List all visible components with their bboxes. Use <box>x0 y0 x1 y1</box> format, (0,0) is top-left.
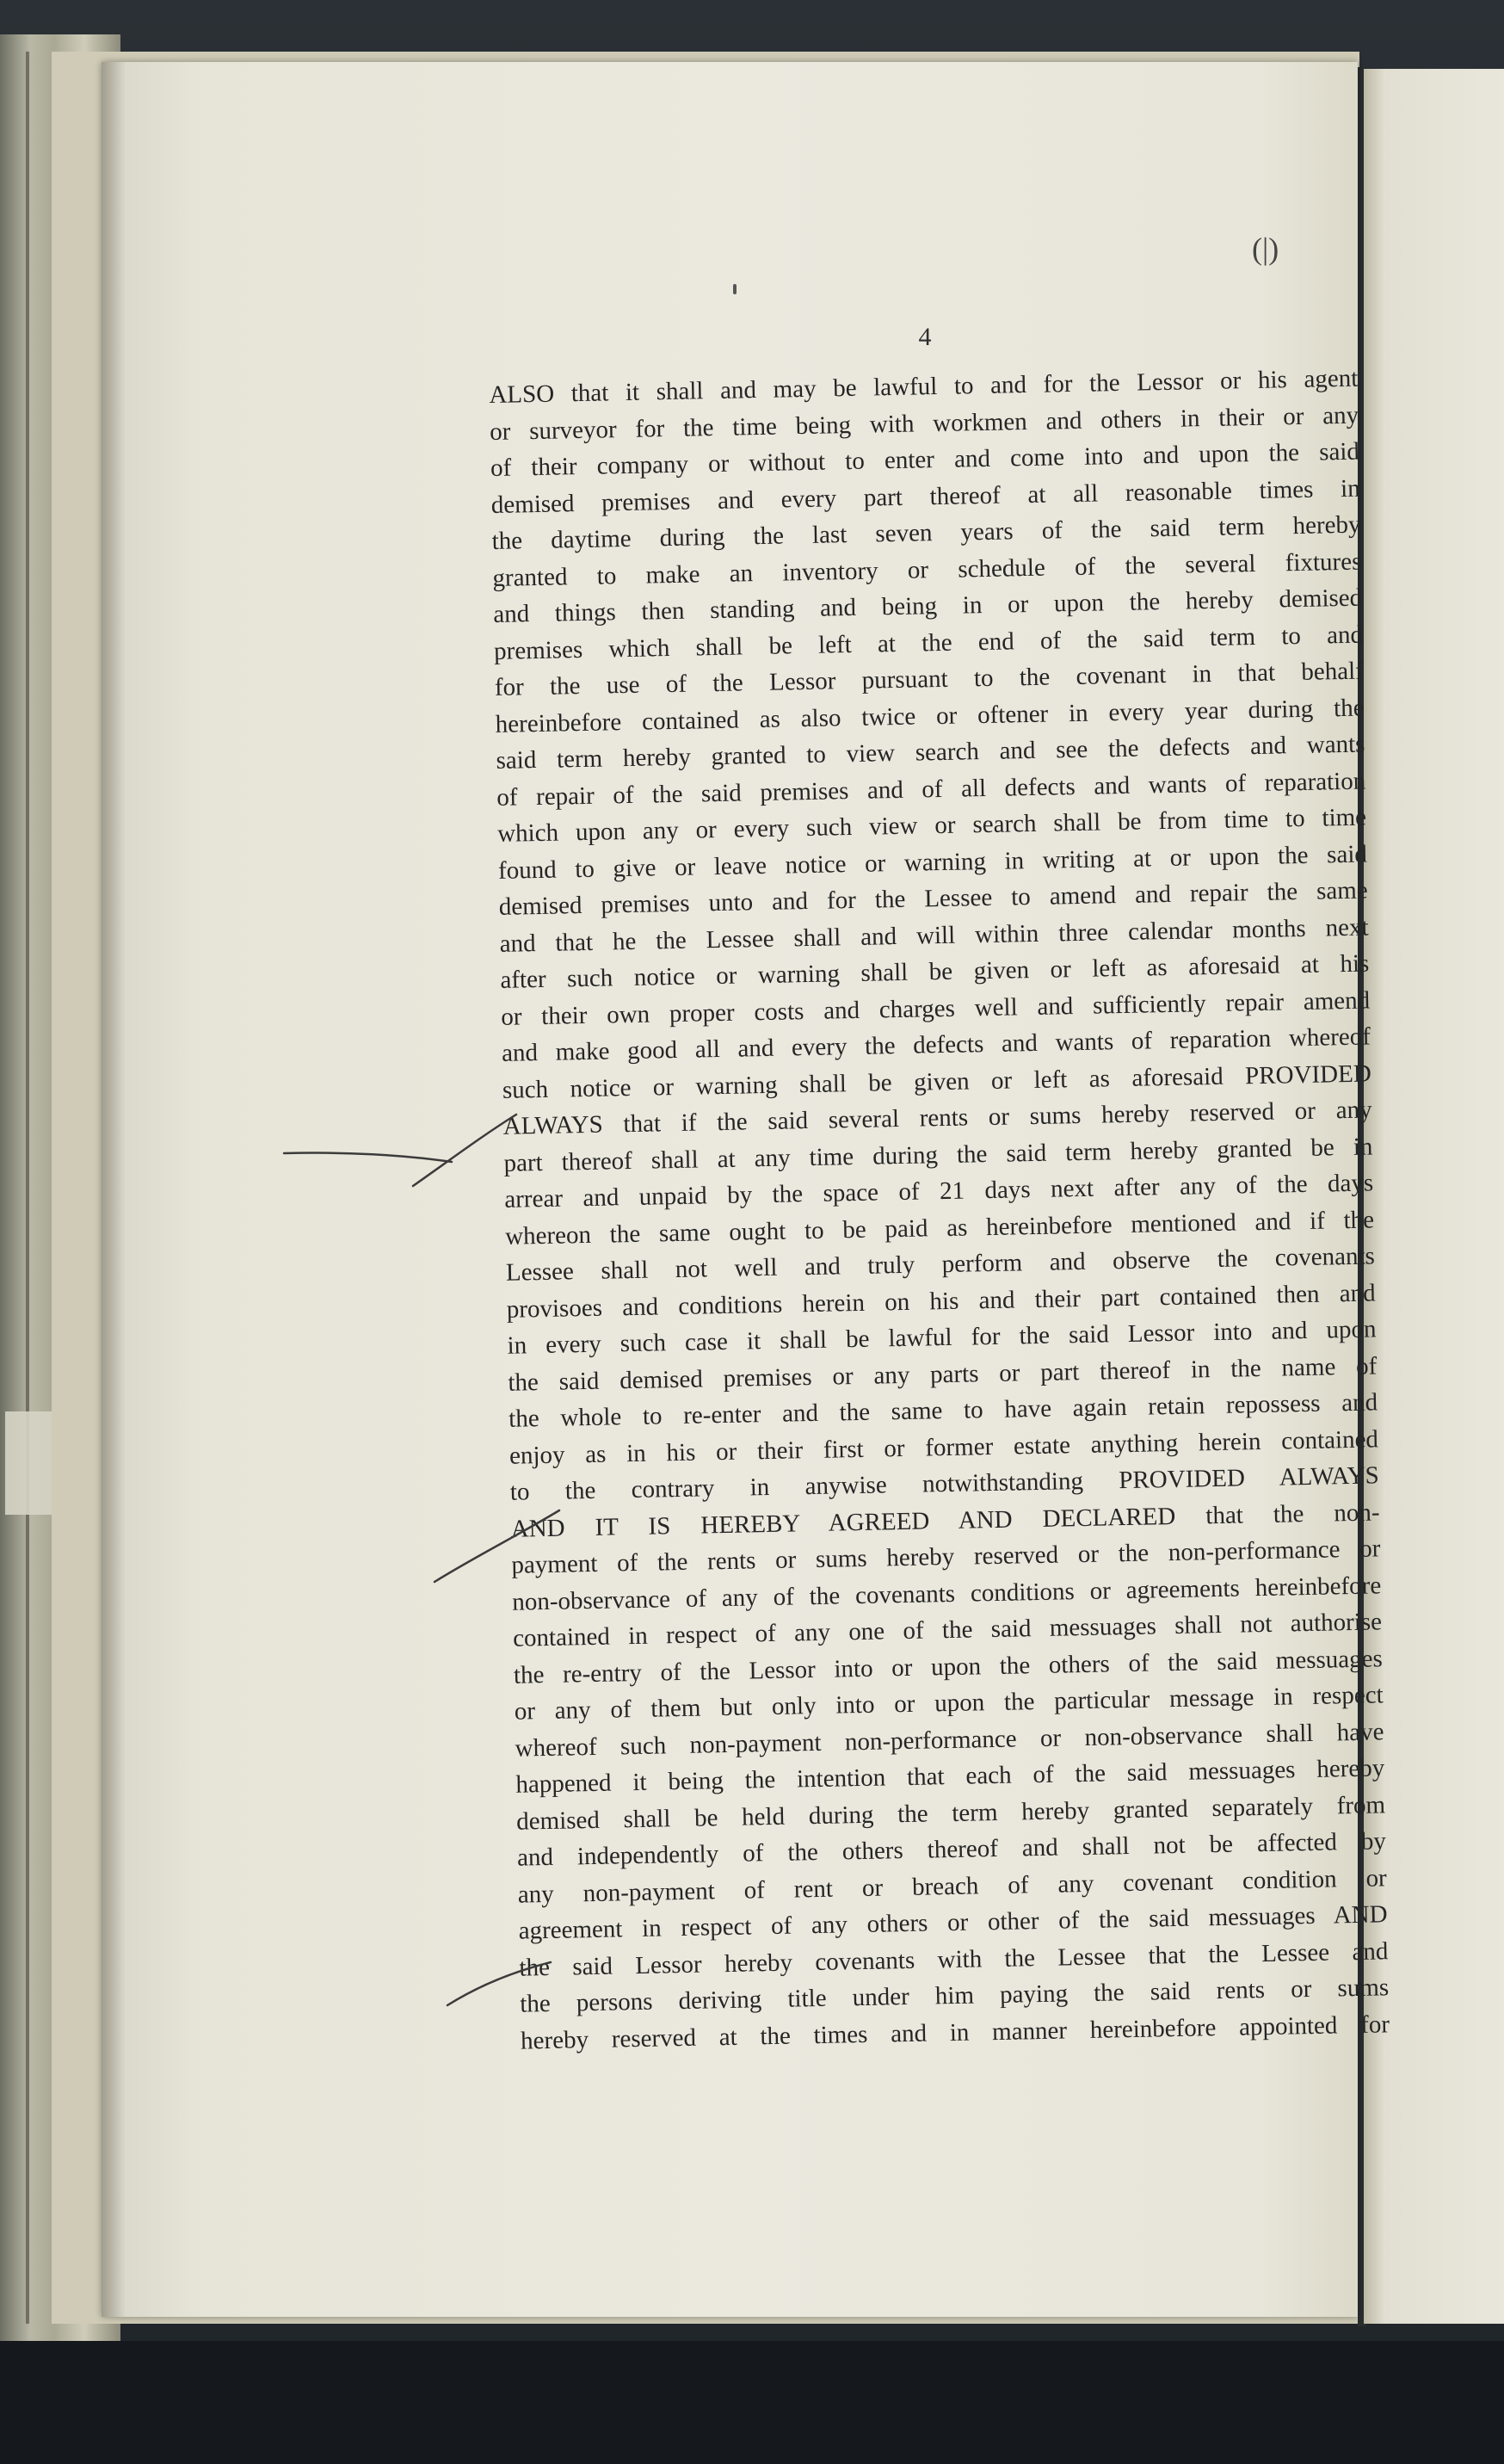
text-line: agreement in respect of any others or other of the said messuages AND <box>518 1900 1388 1945</box>
text-line: any non-payment of rent or breach of any covenant condition or <box>517 1863 1387 1909</box>
pencil-mark <box>447 1962 551 2005</box>
pencil-mark <box>284 1152 452 1162</box>
text-line: contained in respect of any one of the said messuages shall not authorise <box>512 1608 1383 1652</box>
text-line: AND IT IS HEREBY AGREED AND DECLARED that the non- <box>510 1498 1380 1543</box>
text-line: arrear and unpaid by the space of 21 days next after any of the days <box>504 1169 1374 1213</box>
text-line: whereon the same ought to be paid as hereinbefore mentioned and if the <box>504 1205 1375 1251</box>
text-line: non-observance of any of the covenants conditions or agreements hereinbefore <box>512 1571 1382 1616</box>
text-line: hereby reserved at the times and in manner hereinbefore appointed for <box>520 2010 1390 2055</box>
text-line: or their own proper costs and charges well and sufficiently repair amend <box>500 985 1371 1031</box>
text-line: demised premises and every part thereof at all reasonable times in <box>490 474 1360 519</box>
text-line: whereof such non-payment non-performance or non-observance shall have <box>515 1717 1384 1763</box>
text-line: which upon any or every such view or search shall be from time to time <box>496 803 1367 848</box>
text-line: found to give or leave notice or warning in writing at or upon the said <box>497 840 1368 885</box>
pencil-mark <box>435 1510 559 1582</box>
text-line: after such notice or warning shall be given or left as aforesaid at his <box>500 949 1370 994</box>
text-line: and things then standing and being in or upon the hereby demised <box>492 584 1363 628</box>
text-line: and independently of the others thereof and shall not be affected by <box>516 1827 1387 1872</box>
page-number: 4 <box>918 323 932 351</box>
text-line: such notice or warning shall be given or left as aforesaid PROVIDED <box>502 1059 1372 1104</box>
text-line: premises which shall be left at the end of the said term to and <box>493 621 1364 665</box>
text-line: or any of them but only into or upon the particular message in respect <box>514 1681 1384 1726</box>
text-line: said term hereby granted to view search and see the defects and wants <box>496 730 1365 775</box>
text-line: demised premises unto and for the Lessee to amend and repair the same <box>498 876 1368 921</box>
text-line: and that he the Lessee shall and will within three calendar months next <box>499 912 1369 958</box>
text-line: the said demised premises or any parts or part thereof in the name of <box>508 1351 1378 1397</box>
text-line: the persons deriving title under him paying the said rents or sums <box>519 1973 1390 2018</box>
text-line: happened it being the intention that each of the said messuages hereby <box>515 1754 1385 1799</box>
text-line: ALWAYS that if the said several rents or sums hereby reserved or any <box>502 1096 1372 1140</box>
text-line: granted to make an inventory or schedule of the several fixtures <box>492 547 1362 592</box>
text-line: demised shall be held during the term hereby granted separately from <box>515 1790 1386 1836</box>
text-line: the said Lessor hereby covenants with the Lessee that the Lessee and <box>519 1936 1389 1982</box>
text-line: hereinbefore contained as also twice or oftener in every year during the <box>495 694 1365 738</box>
text-line: the daytime during the last seven years of the said term hereby <box>491 510 1361 555</box>
text-line: to the contrary in anywise notwithstanding PROVIDED ALWAYS <box>509 1461 1380 1506</box>
text-line: the whole to re-enter and the same to have again retain repossess and <box>508 1388 1378 1433</box>
text-line: Lessee shall not well and truly perform and observe the covenants <box>505 1242 1376 1287</box>
text-line: provisoes and conditions herein on his and their part contained then and <box>506 1278 1376 1324</box>
text-line: in every such case it shall be lawful for the said Lessor into and upon <box>507 1315 1377 1360</box>
text-line: for the use of the Lessor pursuant to the covenant in that behalf <box>494 657 1365 701</box>
text-line: enjoy as in his or their first or former estate anything herein contained <box>509 1424 1379 1470</box>
text-line: of their company or without to enter and come into and upon the said <box>490 437 1360 482</box>
text-line: payment of the rents or sums hereby reserved or the non-performance or <box>511 1535 1381 1579</box>
corner-mark: (|) <box>1252 232 1279 266</box>
text-line: of repair of the said premises and of all defects and wants of reparation <box>496 767 1366 812</box>
pencil-mark <box>413 1115 516 1186</box>
text-line: ALSO that it shall and may be lawful to and for the Lessor or his agent <box>489 364 1359 409</box>
text-line: the re-entry of the Lessor into or upon the others of the said messuages <box>513 1644 1384 1689</box>
text-line: or surveyor for the time being with workmen and others in their or any <box>489 401 1359 446</box>
text-line: part thereof shall at any time during the said term hereby granted be in <box>503 1132 1373 1177</box>
text-line: and make good all and every the defects and wants of reparation whereof <box>501 1022 1371 1067</box>
